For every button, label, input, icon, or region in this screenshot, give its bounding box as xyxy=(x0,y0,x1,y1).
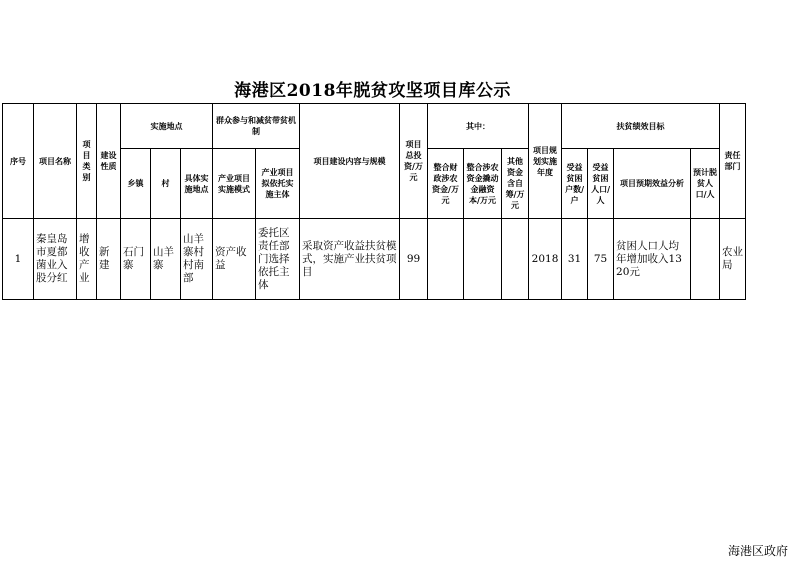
cell-fiscal xyxy=(428,219,464,300)
cell-content: 采取资产收益扶贫模式，实施产业扶贫项目 xyxy=(300,219,400,300)
issuer-label: 海港区政府 xyxy=(727,544,788,558)
cell-other xyxy=(502,219,529,300)
cell-benefit: 贫困人口人均年增加收入1320元 xyxy=(614,219,691,300)
project-table xyxy=(2,103,746,300)
cell-finance xyxy=(464,219,502,300)
header-other: 其他资金含自筹/万元 xyxy=(502,149,529,219)
cell-seq: 1 xyxy=(3,219,34,300)
header-site: 具体实施地点 xyxy=(181,149,213,219)
table-row xyxy=(3,219,746,300)
page-title: 海港区2018年脱贫攻坚项目库公示 xyxy=(234,81,511,101)
header-mode: 产业项目实施模式 xyxy=(213,149,256,219)
cell-name: 秦皇岛市夏都菌业入股分红 xyxy=(34,219,77,300)
header-location: 实施地点 xyxy=(121,104,213,149)
header-households: 受益贫困户数/户 xyxy=(562,149,588,219)
cell-people: 75 xyxy=(588,219,614,300)
cell-subject: 委托区责任部门选择依托主体 xyxy=(256,219,300,300)
header-seq: 序号 xyxy=(3,104,34,219)
cell-expected xyxy=(691,219,720,300)
header-category: 项目类别 xyxy=(77,104,97,219)
cell-investment: 99 xyxy=(400,219,428,300)
cell-nature: 新建 xyxy=(97,219,121,300)
cell-households: 31 xyxy=(562,219,588,300)
cell-dept: 农业局 xyxy=(720,219,746,300)
header-finance: 整合涉农资金撬动金融资本/万元 xyxy=(464,149,502,219)
header-township: 乡镇 xyxy=(121,149,151,219)
header-year: 项目规划实施年度 xyxy=(529,104,562,219)
header-name: 项目名称 xyxy=(34,104,77,219)
header-mechanism: 群众参与和减贫带贫机制 xyxy=(213,104,300,149)
header-content: 项目建设内容与规模 xyxy=(300,104,400,219)
header-expected: 预计脱贫人口/人 xyxy=(691,149,720,219)
cell-site: 山羊寨村村南部 xyxy=(181,219,213,300)
cell-mode: 资产收益 xyxy=(213,219,256,300)
cell-category: 增收产业 xyxy=(77,219,97,300)
header-goals: 扶贫绩效目标 xyxy=(562,104,720,149)
cell-year: 2018 xyxy=(529,219,562,300)
header-nature: 建设性质 xyxy=(97,104,121,219)
header-benefit: 项目预期效益分析 xyxy=(614,149,691,219)
cell-village: 山羊寨 xyxy=(151,219,181,300)
header-dept: 责任部门 xyxy=(720,104,746,219)
header-subject: 产业项目拟依托实施主体 xyxy=(256,149,300,219)
cell-township: 石门寨 xyxy=(121,219,151,300)
header-fiscal: 整合财政涉农资金/万元 xyxy=(428,149,464,219)
header-investment: 项目总投资/万元 xyxy=(400,104,428,219)
header-village: 村 xyxy=(151,149,181,219)
header-people: 受益贫困人口/人 xyxy=(588,149,614,219)
header-among: 其中： xyxy=(428,104,529,149)
